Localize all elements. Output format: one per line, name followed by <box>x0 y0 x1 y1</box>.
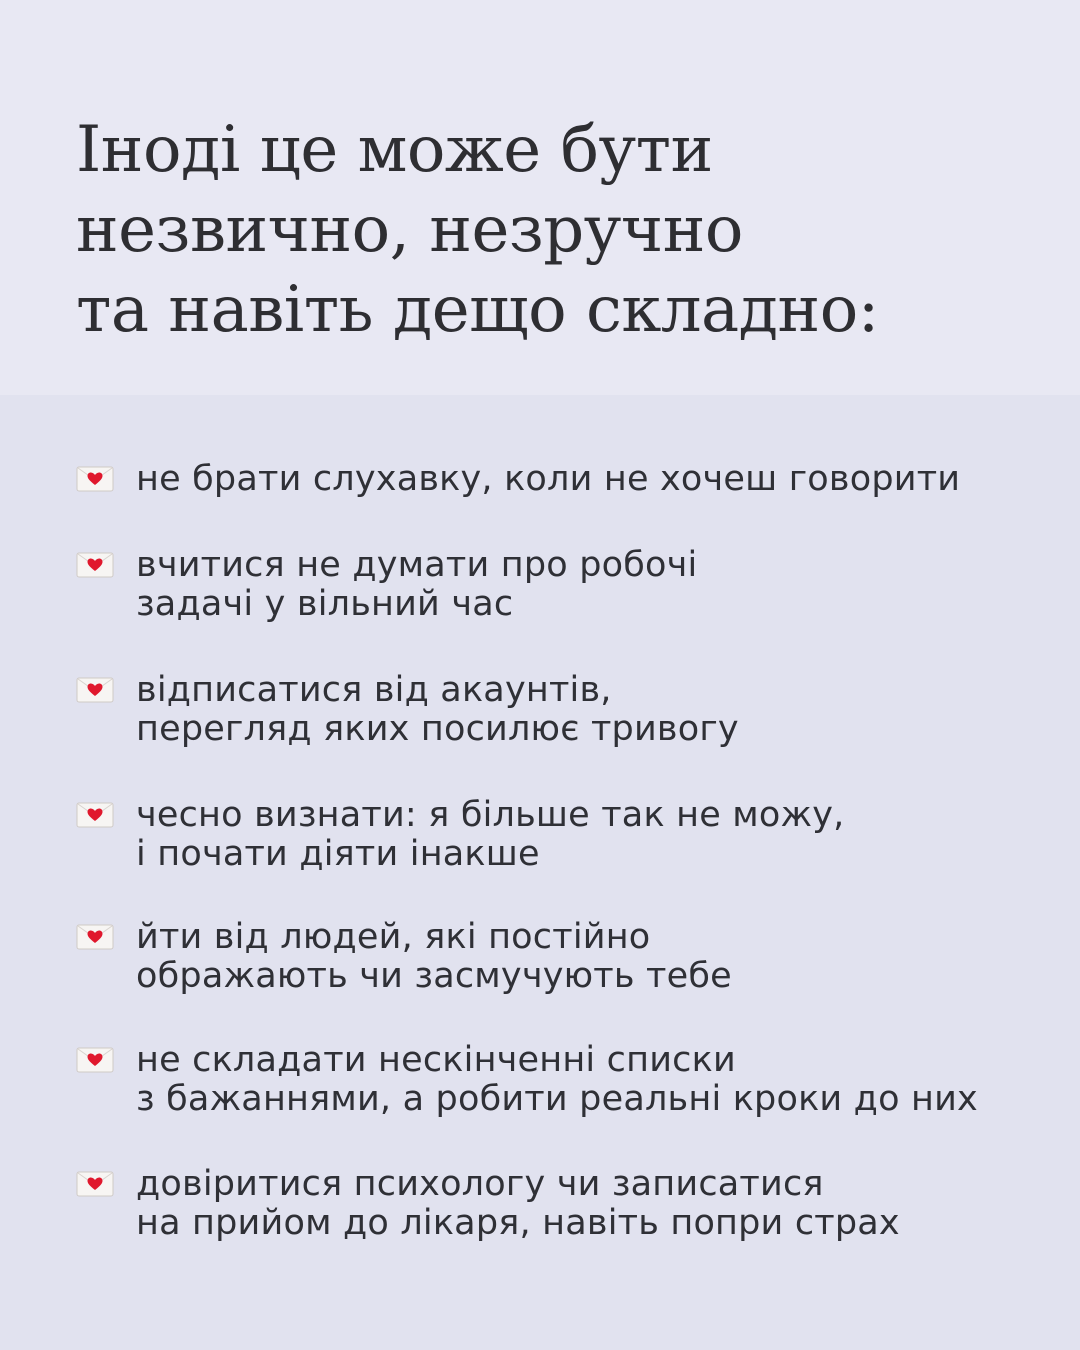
list-item-line-2: задачі у вільний час <box>136 584 514 624</box>
love-letter-icon <box>76 802 114 828</box>
title-line-1: Іноді це може бути <box>76 113 713 187</box>
love-letter-icon <box>76 552 114 578</box>
love-letter-icon <box>76 924 114 950</box>
list-item-line-2: перегляд яких посилює тривогу <box>136 709 739 749</box>
list-item-line-2: ображають чи засмучують тебе <box>136 956 732 996</box>
list-item-text <box>136 796 844 874</box>
list-item-line-2: з бажаннями, а робити реальні кроки до них <box>136 1079 978 1119</box>
list-item-line-1: довіритися психологу чи записатися <box>136 1164 824 1204</box>
list-item-text <box>136 1165 900 1243</box>
list-item-line-1: відписатися від акаунтів, <box>136 670 612 710</box>
title-line-2: незвично, незручно <box>76 193 743 267</box>
list-item-line-2: і почати діяти інакше <box>136 834 540 874</box>
list-item-line-1: йти від людей, які постійно <box>136 917 651 957</box>
list-item-line-2: на прийом до лікаря, навіть попри страх <box>136 1203 900 1243</box>
list-item-text <box>136 460 960 499</box>
list-item-line-1: вчитися не думати про робочі <box>136 545 698 585</box>
love-letter-icon <box>76 677 114 703</box>
list-item-line-1: чесно визнати: я більше так не можу, <box>136 795 845 835</box>
list-item-text <box>136 671 739 749</box>
list-item-line-1: не складати нескінченні списки <box>136 1040 736 1080</box>
love-letter-icon <box>76 1171 114 1197</box>
love-letter-icon <box>76 466 114 492</box>
title-line-3: та навіть дещо складно: <box>76 273 879 347</box>
list-item-text <box>136 546 697 624</box>
love-letter-icon <box>76 1047 114 1073</box>
list-item-line-1: не брати слухавку, коли не хочеш говорити <box>136 459 961 499</box>
list-item-text <box>136 918 732 996</box>
list-item-text <box>136 1041 978 1119</box>
